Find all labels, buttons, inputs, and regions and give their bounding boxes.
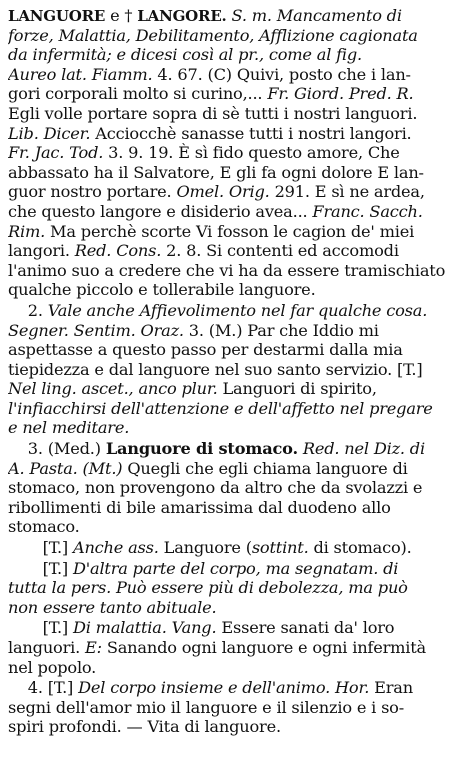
text-line bbox=[8, 658, 466, 678]
text-line bbox=[8, 104, 466, 124]
text-segment: stomaco. bbox=[8, 517, 80, 537]
italic-text: Omel. Orig. bbox=[176, 182, 275, 202]
italic-text: A. Pasta. (Mt.) bbox=[8, 458, 128, 478]
italic-text: da infermità; e dicesi così al pr., come al fig. bbox=[8, 45, 363, 65]
bold-text: Languore di stomaco. bbox=[105, 439, 298, 459]
text-line bbox=[8, 182, 466, 202]
text-line bbox=[8, 360, 466, 380]
text-line bbox=[8, 163, 466, 183]
text-segment: Essere sanati da' loro bbox=[221, 618, 395, 638]
bold-text: LANGORE. bbox=[137, 7, 227, 25]
text-segment: qualche piccolo e tollerabile languore. bbox=[8, 280, 316, 300]
text-line bbox=[8, 638, 466, 658]
text-line bbox=[8, 598, 466, 618]
text-line bbox=[8, 678, 466, 698]
text-segment: e † bbox=[105, 6, 138, 25]
text-segment: stomaco, non provengono da altro che da svolazzi e bbox=[8, 478, 423, 498]
text-line bbox=[8, 26, 466, 46]
text-line bbox=[8, 418, 466, 438]
text-line bbox=[8, 618, 466, 638]
italic-text: e nel meditare. bbox=[8, 418, 130, 438]
text-line bbox=[8, 301, 466, 321]
text-segment: 3. 9. 19. È sì fido questo amore, Che bbox=[108, 143, 400, 163]
italic-text: Aureo lat. Fiamm. bbox=[8, 64, 158, 84]
text-line bbox=[8, 698, 466, 718]
text-line bbox=[8, 6, 466, 26]
text-line bbox=[8, 45, 466, 65]
text-line bbox=[8, 321, 466, 341]
text-line bbox=[8, 578, 466, 598]
text-segment: tiepidezza e dal languore nel suo santo servizio. [T.] bbox=[8, 359, 423, 379]
text-segment: 4. [T.] bbox=[8, 678, 79, 698]
text-segment: spiri profondi. — Vita di languore. bbox=[8, 717, 281, 737]
text-segment: gori corporali molto si curino,... bbox=[8, 84, 268, 104]
bold-text: LANGUORE bbox=[8, 7, 106, 25]
text-segment: 3. (Med.) bbox=[8, 439, 106, 459]
text-line bbox=[8, 84, 466, 104]
text-segment: Acciocchè sanasse tutti i nostri langori. bbox=[95, 123, 412, 143]
text-segment: che questo langore e disiderio avea... bbox=[8, 201, 313, 221]
italic-text: non essere tanto abituale. bbox=[8, 597, 217, 617]
italic-text: Di malattia. Vang. bbox=[72, 618, 222, 638]
text-segment: Languori di spirito, bbox=[222, 379, 377, 399]
italic-text: Red. nel Diz. di bbox=[297, 439, 425, 459]
text-segment: 291. E sì ne ardea, bbox=[274, 182, 425, 202]
text-segment: Quegli che egli chiama languore di bbox=[127, 458, 408, 478]
text-segment: [T.] bbox=[8, 558, 73, 578]
italic-text: Anche ass. bbox=[72, 538, 164, 558]
italic-text: sottint. bbox=[251, 538, 309, 558]
text-segment: Egli volle portare sopra di sè tutti i nostri languori. bbox=[8, 103, 418, 123]
text-segment: [T.] bbox=[8, 538, 73, 558]
text-segment: [T.] bbox=[8, 618, 73, 638]
text-segment: segni dell'amor mio il languore e il silenzio e i so- bbox=[8, 697, 405, 717]
text-line bbox=[8, 124, 466, 144]
text-segment: 2. bbox=[8, 300, 48, 320]
italic-text: D'altra parte del corpo, ma segnatam. di bbox=[72, 558, 399, 578]
text-line bbox=[8, 478, 466, 498]
text-segment: 4. 67. (C) Quivi, posto che i lan- bbox=[157, 64, 411, 84]
text-segment: langori. bbox=[8, 241, 75, 261]
text-segment: Sanando ogni languore e ogni infermità bbox=[106, 638, 427, 657]
italic-text: Franc. Sacch. bbox=[312, 201, 423, 221]
dictionary-entry-languore bbox=[8, 6, 466, 737]
italic-text: Rim. bbox=[8, 221, 51, 241]
text-line bbox=[8, 65, 466, 85]
text-line bbox=[8, 261, 466, 281]
italic-text: l'infiacchirsi dell'attenzione e dell'affetto nel pregare bbox=[8, 398, 433, 418]
italic-text: tutta la pers. Può essere più di debolezza, ma può bbox=[8, 578, 408, 598]
text-segment: Eran bbox=[374, 678, 413, 698]
text-segment: abbassato ha il Salvatore, E gli fa ogni dolore E lan- bbox=[8, 162, 424, 182]
text-segment: nel popolo. bbox=[8, 657, 97, 677]
text-line bbox=[8, 517, 466, 537]
italic-text: forze, Malattia, Debilitamento, Afflizione cagionata bbox=[8, 25, 418, 45]
italic-text: Nel ling. ascet., anco plur. bbox=[8, 379, 223, 399]
text-line bbox=[8, 559, 466, 579]
italic-text: Segner. Sentim. Oraz. bbox=[8, 320, 189, 340]
italic-text: E: bbox=[85, 638, 107, 657]
text-segment: guor nostro portare. bbox=[8, 182, 177, 202]
text-line bbox=[8, 379, 466, 399]
text-segment: 3. (M.) Par che Iddio mi bbox=[188, 320, 379, 340]
italic-text: S. m. Mancamento di bbox=[226, 6, 402, 25]
text-line bbox=[8, 399, 466, 419]
text-segment: Languore ( bbox=[163, 538, 252, 558]
text-line bbox=[8, 459, 466, 479]
italic-text: Vale anche Affievolimento nel far qualche cosa. bbox=[47, 300, 428, 320]
text-line bbox=[8, 498, 466, 518]
text-line bbox=[8, 538, 466, 558]
italic-text: Red. Cons. bbox=[74, 241, 167, 261]
text-line bbox=[8, 202, 466, 222]
text-segment: Ma perchè scorte Vi fosson le cagion de' miei bbox=[50, 221, 415, 241]
text-line bbox=[8, 241, 466, 261]
italic-text: Fr. Jac. Tod. bbox=[8, 143, 109, 163]
text-line bbox=[8, 143, 466, 163]
text-segment: languori. bbox=[8, 638, 85, 657]
text-segment: aspettasse a questo passo per destarmi dalla mia bbox=[8, 340, 403, 360]
italic-text: Lib. Dicer. bbox=[8, 123, 96, 143]
text-line bbox=[8, 280, 466, 300]
text-line bbox=[8, 340, 466, 360]
text-segment: di stomaco). bbox=[308, 538, 412, 558]
text-line bbox=[8, 222, 466, 242]
text-segment: l'animo suo a credere che vi ha da essere tramischiato bbox=[8, 260, 446, 280]
text-segment: 2. 8. Si contenti ed accomodi bbox=[166, 241, 399, 261]
text-line bbox=[8, 717, 466, 737]
italic-text: Del corpo insieme e dell'animo. Hor. bbox=[78, 678, 375, 698]
text-segment: ribollimenti di bile amarissima dal duodeno allo bbox=[8, 497, 391, 517]
italic-text: Fr. Giord. Pred. R. bbox=[267, 84, 414, 104]
text-line bbox=[8, 439, 466, 459]
